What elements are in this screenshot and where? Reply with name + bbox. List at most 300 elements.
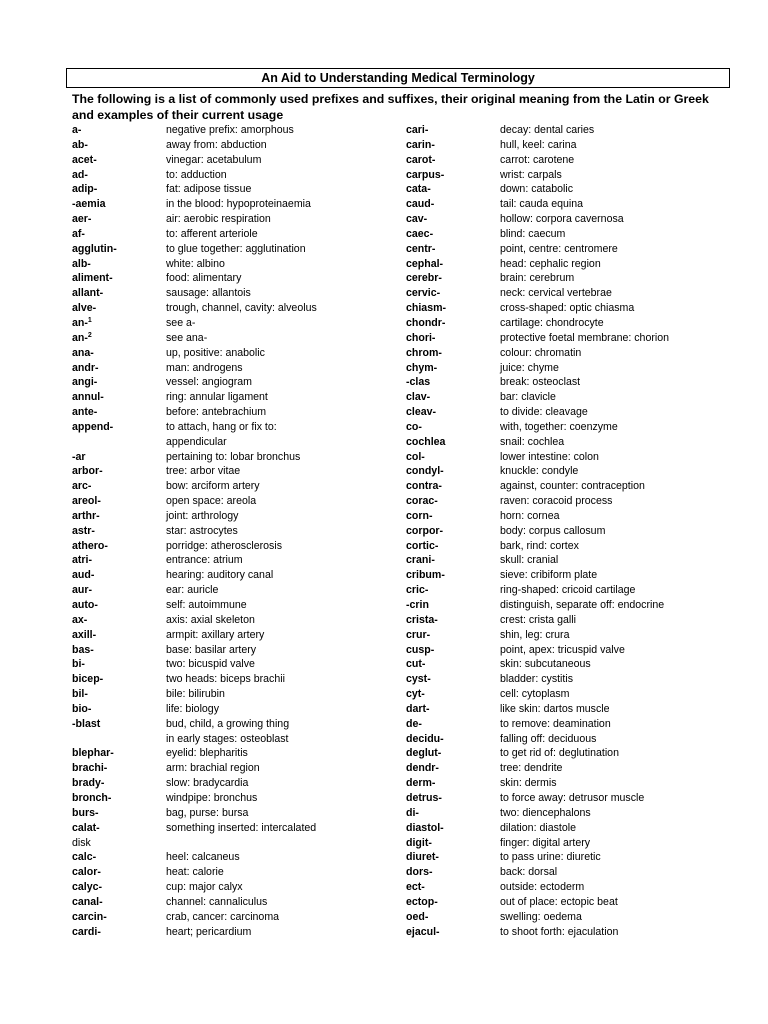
term-superscript: 1 xyxy=(87,316,92,324)
term-row xyxy=(72,628,402,643)
term-prefix: corac- xyxy=(406,495,438,508)
term-prefix: allant- xyxy=(72,287,104,300)
term-meaning: point, apex: tricuspid valve xyxy=(500,643,625,656)
term-row xyxy=(72,746,402,761)
term-meaning: hearing: auditory canal xyxy=(166,569,274,582)
term-row xyxy=(72,138,402,153)
term-row xyxy=(72,925,402,940)
term-meaning: axis: axial skeleton xyxy=(166,613,255,626)
term-meaning: bag, purse: bursa xyxy=(166,806,249,819)
term-meaning: two heads: biceps brachii xyxy=(166,673,285,686)
term-prefix: chiasm- xyxy=(406,302,447,315)
term-prefix: chym- xyxy=(406,361,438,374)
term-meaning: ring-shaped: cricoid cartilage xyxy=(500,584,636,597)
term-prefix: cav- xyxy=(406,213,428,226)
term-prefix: di- xyxy=(406,806,419,819)
term-row xyxy=(72,212,402,227)
term-prefix: caec- xyxy=(406,227,434,240)
term-meaning: to glue together: agglutination xyxy=(166,242,306,255)
term-row xyxy=(72,182,402,197)
term-meaning: bow: arciform artery xyxy=(166,480,260,493)
term-prefix: acet- xyxy=(72,153,97,166)
term-meaning: pertaining to: lobar bronchus xyxy=(166,450,301,463)
term-row xyxy=(406,791,736,806)
term-prefix: append- xyxy=(72,420,114,433)
term-row xyxy=(406,880,736,895)
term-prefix: dors- xyxy=(406,866,433,879)
term-prefix: calat- xyxy=(72,821,100,834)
term-prefix: -clas xyxy=(406,376,431,389)
term-row xyxy=(406,390,736,405)
term-prefix: col- xyxy=(406,450,425,463)
term-row xyxy=(72,168,402,183)
term-prefix: cortic- xyxy=(406,539,439,552)
term-prefix: blephar- xyxy=(72,747,114,760)
term-meaning: vessel: angiogram xyxy=(166,376,252,389)
term-row xyxy=(72,732,402,747)
term-meaning: to get rid of: deglutination xyxy=(500,747,619,760)
term-prefix: ante- xyxy=(72,406,98,419)
term-row xyxy=(72,494,402,509)
term-prefix: arthr- xyxy=(72,509,100,522)
term-row xyxy=(72,791,402,806)
term-prefix: af- xyxy=(72,227,85,240)
term-meaning: bile: bilirubin xyxy=(166,688,225,701)
term-row xyxy=(72,464,402,479)
term-meaning: crest: crista galli xyxy=(500,613,576,626)
term-row xyxy=(406,806,736,821)
term-prefix: -crin xyxy=(406,599,429,611)
term-row xyxy=(72,435,402,450)
term-prefix: carot- xyxy=(406,153,436,166)
term-row xyxy=(406,821,736,836)
term-row xyxy=(72,776,402,791)
term-prefix: -blast xyxy=(72,717,101,730)
term-row xyxy=(406,717,736,732)
term-prefix: aer- xyxy=(72,213,92,226)
term-meaning: sieve: cribiform plate xyxy=(500,569,598,582)
term-prefix: carin- xyxy=(406,138,435,151)
term-meaning: armpit: axillary artery xyxy=(166,628,265,641)
term-meaning: joint: arthrology xyxy=(166,509,239,522)
term-prefix: andr- xyxy=(72,361,99,374)
term-meaning: porridge: atherosclerosis xyxy=(166,539,282,552)
term-prefix: corn- xyxy=(406,509,433,522)
term-row xyxy=(72,910,402,925)
term-prefix: bas- xyxy=(72,643,94,656)
term-row xyxy=(406,479,736,494)
term-prefix: cut- xyxy=(406,658,426,671)
term-meaning: eyelid: blepharitis xyxy=(166,747,248,760)
term-prefix: diuret- xyxy=(406,851,439,864)
term-row xyxy=(406,286,736,301)
term-row xyxy=(72,539,402,554)
term-prefix: cata- xyxy=(406,183,431,196)
term-prefix: chrom- xyxy=(406,346,442,359)
term-meaning: negative prefix: amorphous xyxy=(166,124,294,136)
term-row xyxy=(72,375,402,390)
term-meaning: white: albino xyxy=(166,257,225,270)
term-row xyxy=(72,717,402,732)
term-meaning: to divide: cleavage xyxy=(500,406,588,419)
term-meaning: falling off: deciduous xyxy=(500,732,597,745)
term-prefix: caud- xyxy=(406,198,435,211)
term-row xyxy=(72,479,402,494)
term-prefix: carpus- xyxy=(406,168,445,181)
term-prefix: bicep- xyxy=(72,673,104,686)
term-row xyxy=(406,212,736,227)
term-meaning: to shoot forth: ejaculation xyxy=(500,925,619,938)
term-meaning: swelling: oedema xyxy=(500,910,582,923)
term-meaning: wrist: carpals xyxy=(500,168,562,181)
term-row xyxy=(406,865,736,880)
term-prefix: ab- xyxy=(72,138,88,151)
term-meaning: see a- xyxy=(166,316,196,329)
term-meaning: blind: caecum xyxy=(500,227,566,240)
term-row xyxy=(72,672,402,687)
term-meaning: man: androgens xyxy=(166,361,243,374)
term-meaning: in the blood: hypoproteinaemia xyxy=(166,198,311,211)
term-prefix: atri- xyxy=(72,554,93,567)
term-row xyxy=(406,628,736,643)
term-prefix: cribum- xyxy=(406,569,445,582)
term-prefix: bil- xyxy=(72,688,88,701)
term-prefix: crur- xyxy=(406,628,431,641)
term-meaning: head: cephalic region xyxy=(500,257,601,270)
term-row xyxy=(406,836,736,851)
term-row xyxy=(72,643,402,658)
term-row xyxy=(406,850,736,865)
term-prefix: -aemia xyxy=(72,198,106,211)
term-prefix: agglutin- xyxy=(72,242,117,255)
term-meaning: body: corpus callosum xyxy=(500,524,606,537)
term-meaning: open space: areola xyxy=(166,495,257,508)
term-meaning: crab, cancer: carcinoma xyxy=(166,910,280,923)
term-meaning: heart; pericardium xyxy=(166,925,252,938)
term-row xyxy=(72,509,402,524)
term-prefix: cric- xyxy=(406,584,429,597)
term-meaning: vinegar: acetabulum xyxy=(166,153,262,166)
term-row xyxy=(406,271,736,286)
term-row xyxy=(406,583,736,598)
term-prefix: detrus- xyxy=(406,791,442,804)
term-row xyxy=(406,257,736,272)
term-prefix: cerebr- xyxy=(406,272,442,285)
term-prefix: cardi- xyxy=(72,925,101,938)
term-prefix: ax- xyxy=(72,613,88,626)
term-prefix: annul- xyxy=(72,391,104,404)
term-meaning: down: catabolic xyxy=(500,183,574,196)
term-row xyxy=(406,613,736,628)
term-prefix: -ar xyxy=(72,450,86,463)
term-row xyxy=(406,123,736,138)
term-prefix: a- xyxy=(72,124,82,136)
term-prefix: arc- xyxy=(72,480,92,493)
term-prefix: bronch- xyxy=(72,791,112,804)
term-meaning: outside: ectoderm xyxy=(500,881,585,894)
term-meaning: self: autoimmune xyxy=(166,599,247,611)
term-meaning: entrance: atrium xyxy=(166,554,243,567)
term-prefix: ad- xyxy=(72,168,88,181)
term-meaning: sausage: allantois xyxy=(166,287,251,300)
term-prefix: diastol- xyxy=(406,821,444,834)
term-meaning: ring: annular ligament xyxy=(166,391,268,404)
term-meaning: trough, channel, cavity: alveolus xyxy=(166,302,317,315)
term-meaning: cell: cytoplasm xyxy=(500,688,570,701)
term-row xyxy=(406,598,736,613)
term-prefix: oed- xyxy=(406,910,429,923)
document-title: An Aid to Understanding Medical Terminology xyxy=(66,68,730,88)
term-row xyxy=(406,761,736,776)
term-prefix: deglut- xyxy=(406,747,442,760)
term-row xyxy=(72,702,402,717)
term-meaning: hollow: corpora cavernosa xyxy=(500,213,624,226)
term-meaning: shin, leg: crura xyxy=(500,628,570,641)
term-meaning: cartilage: chondrocyte xyxy=(500,316,604,329)
term-row xyxy=(406,553,736,568)
term-meaning: knuckle: condyle xyxy=(500,465,579,478)
term-meaning: skull: cranial xyxy=(500,554,559,567)
term-prefix: ectop- xyxy=(406,895,438,908)
term-prefix: ejacul- xyxy=(406,925,440,938)
term-row xyxy=(72,524,402,539)
term-meaning: against, counter: contraception xyxy=(500,480,645,493)
term-row xyxy=(72,346,402,361)
term-row xyxy=(406,138,736,153)
term-prefix: arbor- xyxy=(72,465,103,478)
term-row xyxy=(72,420,402,435)
term-row xyxy=(72,197,402,212)
term-row xyxy=(72,316,402,331)
term-meaning: finger: digital artery xyxy=(500,836,591,849)
term-meaning: snail: cochlea xyxy=(500,435,565,448)
term-row xyxy=(406,301,736,316)
term-row xyxy=(406,494,736,509)
term-row xyxy=(406,568,736,583)
intro-text: The following is a list of commonly used prefixes and suffixes, their original meaning from the Latin or Greek and examples of their current usage xyxy=(72,92,709,122)
term-meaning: brain: cerebrum xyxy=(500,272,575,285)
term-prefix: crista- xyxy=(406,613,438,626)
term-meaning: air: aerobic respiration xyxy=(166,213,271,226)
term-prefix: clav- xyxy=(406,391,431,404)
term-row xyxy=(72,657,402,672)
term-prefix: calc- xyxy=(72,851,97,864)
term-prefix: burs- xyxy=(72,806,99,819)
term-meaning: tail: cauda equina xyxy=(500,198,584,211)
term-meaning: up, positive: anabolic xyxy=(166,346,265,359)
term-meaning: skin: subcutaneous xyxy=(500,658,591,671)
term-row xyxy=(72,865,402,880)
term-row xyxy=(406,925,736,940)
term-row xyxy=(72,405,402,420)
term-prefix: alve- xyxy=(72,302,97,315)
term-prefix: alb- xyxy=(72,257,91,270)
term-prefix: cyt- xyxy=(406,688,425,701)
term-row xyxy=(72,227,402,242)
term-prefix: ect- xyxy=(406,881,425,894)
term-prefix: aud- xyxy=(72,569,95,582)
term-prefix: brady- xyxy=(72,777,105,790)
term-row xyxy=(406,435,736,450)
term-prefix: chondr- xyxy=(406,316,446,329)
term-row xyxy=(72,687,402,702)
term-meaning: tree: arbor vitae xyxy=(166,465,241,478)
term-row xyxy=(72,257,402,272)
term-meaning: bud, child, a growing thing xyxy=(166,717,290,730)
term-row xyxy=(72,390,402,405)
term-row xyxy=(406,702,736,717)
term-prefix: adip- xyxy=(72,183,98,196)
term-row xyxy=(406,672,736,687)
term-prefix: axill- xyxy=(72,628,97,641)
term-prefix: dart- xyxy=(406,702,430,715)
term-meaning: cup: major calyx xyxy=(166,881,243,894)
term-prefix: carcin- xyxy=(72,910,107,923)
term-prefix: cephal- xyxy=(406,257,444,270)
term-meaning: with, together: coenzyme xyxy=(500,420,618,433)
term-row xyxy=(406,375,736,390)
term-row xyxy=(72,553,402,568)
term-row xyxy=(72,583,402,598)
term-row xyxy=(406,539,736,554)
term-prefix: cari- xyxy=(406,124,429,136)
term-meaning: back: dorsal xyxy=(500,866,558,879)
term-meaning: bark, rind: cortex xyxy=(500,539,579,552)
term-meaning: slow: bradycardia xyxy=(166,777,249,790)
term-row xyxy=(406,464,736,479)
term-prefix: aur- xyxy=(72,584,93,597)
term-prefix: bi- xyxy=(72,658,85,671)
term-meaning: before: antebrachium xyxy=(166,406,267,419)
term-row xyxy=(72,450,402,465)
term-meaning: to attach, hang or fix to: xyxy=(166,420,277,433)
term-meaning: away from: abduction xyxy=(166,138,267,151)
term-superscript: 2 xyxy=(87,331,92,339)
term-meaning: juice: chyme xyxy=(500,361,559,374)
term-meaning: colour: chromatin xyxy=(500,346,582,359)
term-row xyxy=(406,776,736,791)
term-meaning: to: afferent arteriole xyxy=(166,227,258,240)
term-prefix: areol- xyxy=(72,495,101,508)
term-meaning: two: diencephalons xyxy=(500,806,591,819)
term-row xyxy=(406,732,736,747)
right-term-column xyxy=(406,123,736,939)
term-row xyxy=(72,153,402,168)
term-prefix: dendr- xyxy=(406,762,439,775)
term-meaning: life: biology xyxy=(166,702,219,715)
term-row xyxy=(72,271,402,286)
term-row xyxy=(406,910,736,925)
term-prefix: aliment- xyxy=(72,272,113,285)
term-meaning: like skin: dartos muscle xyxy=(500,702,610,715)
term-prefix: cochlea xyxy=(406,435,446,448)
term-row xyxy=(72,301,402,316)
term-meaning: channel: cannaliculus xyxy=(166,895,268,908)
term-prefix: contra- xyxy=(406,480,442,493)
term-row xyxy=(406,405,736,420)
term-meaning: out of place: ectopic beat xyxy=(500,895,618,908)
term-row xyxy=(406,242,736,257)
term-prefix: cusp- xyxy=(406,643,435,656)
term-row xyxy=(72,850,402,865)
term-row xyxy=(72,598,402,613)
term-meaning: tree: dendrite xyxy=(500,762,563,775)
term-row xyxy=(72,761,402,776)
term-meaning: appendicular xyxy=(166,435,227,448)
left-term-column xyxy=(72,123,402,939)
term-meaning: ear: auricle xyxy=(166,584,219,597)
term-meaning: carrot: carotene xyxy=(500,153,575,166)
term-meaning: hull, keel: carina xyxy=(500,138,577,151)
term-row xyxy=(406,227,736,242)
term-row xyxy=(406,346,736,361)
term-meaning: raven: coracoid process xyxy=(500,495,613,508)
term-meaning: heel: calcaneus xyxy=(166,851,240,864)
term-prefix: chori- xyxy=(406,331,436,344)
term-prefix: digit- xyxy=(406,836,432,849)
term-meaning: distinguish, separate off: endocrine xyxy=(500,599,665,611)
term-meaning: horn: cornea xyxy=(500,509,560,522)
term-row xyxy=(406,316,736,331)
term-meaning: star: astrocytes xyxy=(166,524,238,537)
term-row xyxy=(72,242,402,257)
term-meaning: lower intestine: colon xyxy=(500,450,599,463)
term-prefix: brachi- xyxy=(72,762,108,775)
term-prefix: cleav- xyxy=(406,406,437,419)
term-meaning: something inserted: intercalated xyxy=(166,821,317,834)
term-row xyxy=(72,836,402,851)
term-prefix: an-$^2$ xyxy=(72,331,92,344)
term-prefix: co- xyxy=(406,420,422,433)
term-prefix: ana- xyxy=(72,346,94,359)
term-row xyxy=(406,746,736,761)
term-row xyxy=(72,361,402,376)
term-row xyxy=(406,331,736,346)
term-prefix: crani- xyxy=(406,554,435,567)
term-row xyxy=(406,509,736,524)
term-row xyxy=(72,895,402,910)
term-prefix: condyl- xyxy=(406,465,444,478)
term-meaning: to pass urine: diuretic xyxy=(500,851,601,864)
term-meaning: dilation: diastole xyxy=(500,821,576,834)
term-meaning: see ana- xyxy=(166,331,208,344)
term-row xyxy=(406,168,736,183)
term-meaning: cross-shaped: optic chiasma xyxy=(500,302,635,315)
term-meaning: decay: dental caries xyxy=(500,124,595,136)
term-meaning: break: osteoclast xyxy=(500,376,581,389)
term-row xyxy=(406,657,736,672)
term-meaning: food: alimentary xyxy=(166,272,242,285)
term-row xyxy=(406,687,736,702)
term-prefix: bio- xyxy=(72,702,92,715)
term-row xyxy=(406,361,736,376)
term-row xyxy=(72,568,402,583)
term-prefix: de- xyxy=(406,717,422,730)
term-meaning: two: bicuspid valve xyxy=(166,658,255,671)
term-row xyxy=(406,182,736,197)
term-row xyxy=(72,821,402,836)
term-prefix: canal- xyxy=(72,895,103,908)
term-meaning: bladder: cystitis xyxy=(500,673,574,686)
term-row xyxy=(406,197,736,212)
term-prefix: astr- xyxy=(72,524,95,537)
term-prefix: corpor- xyxy=(406,524,444,537)
term-row xyxy=(406,450,736,465)
term-prefix: cyst- xyxy=(406,673,431,686)
term-prefix: calyc- xyxy=(72,881,103,894)
term-row xyxy=(406,524,736,539)
term-prefix: auto- xyxy=(72,599,98,611)
